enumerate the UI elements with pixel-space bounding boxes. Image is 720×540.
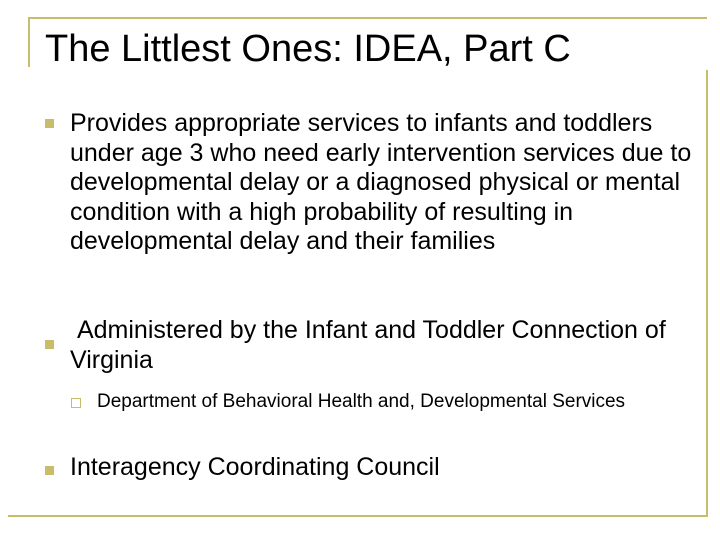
- hollow-square-bullet-icon: [71, 398, 81, 408]
- slide-title: The Littlest Ones: IDEA, Part C: [45, 28, 571, 70]
- sub-bullet-text-department: Department of Behavioral Health and, Developmental Services: [97, 391, 626, 412]
- bullet-text-council: Interagency Coordinating Council: [70, 453, 440, 481]
- frame-top-line: [28, 17, 707, 19]
- square-bullet-icon: [45, 340, 54, 349]
- frame-bottom-line: [8, 515, 708, 517]
- frame-right-line: [706, 70, 708, 516]
- square-bullet-icon: [45, 466, 54, 475]
- frame-left-line: [28, 17, 30, 67]
- bullet-text-administered: Administered by the Infant and Toddler Connection of Virginia: [70, 316, 673, 374]
- square-bullet-icon: [45, 119, 54, 128]
- bullet-text-services: Provides appropriate services to infants and toddlers under age 3 who need early intervention services due to developmental delay or a diagnosed physical or mental condition with a high probability of resulting in developmental delay and their families: [70, 109, 692, 255]
